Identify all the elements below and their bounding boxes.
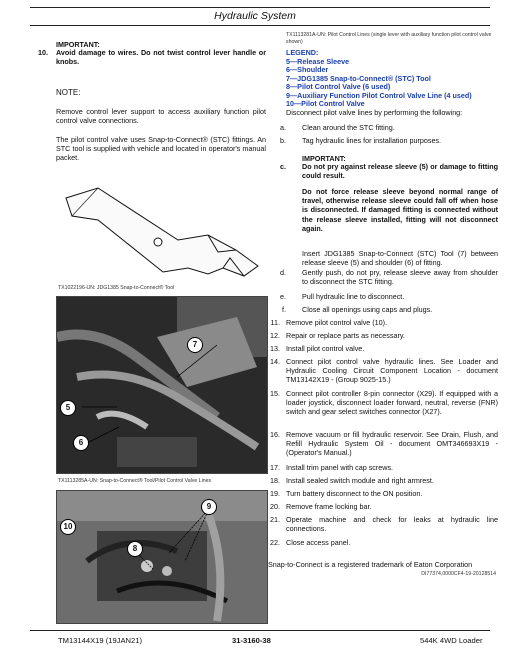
sub-d-key: d. — [280, 268, 286, 277]
step-11-number: 11. — [270, 318, 280, 327]
legend-item: 7—JDG1385 Snap-to-Connect® (STC) Tool — [286, 73, 431, 83]
callout-9: 9 — [201, 499, 217, 515]
note-paragraph-2: The pilot control valve uses Snap-to-Connect® (STC) fittings. An STC tool is supplied with vehicle and located in operator's manual packet. — [56, 135, 266, 163]
step-22-number: 22. — [270, 538, 280, 547]
sub-c-text: Do not pry against release sleeve (5) or damage to fitting could result. — [302, 162, 498, 181]
step-16-text: Remove vacuum or fill hydraulic reservoir. See Drain, Flush, and Refill Hydraulic System Oil - document OMT346693X19 - (Operator's Manual.) — [286, 430, 498, 458]
legend-item: 5—Release Sleeve — [286, 56, 350, 66]
step-10-number: 10. — [38, 48, 48, 57]
trademark-note: Snap-to-Connect is a registered trademark of Eaton Corporation — [268, 560, 473, 569]
step-12-text: Repair or replace parts as necessary. — [286, 331, 405, 340]
callout-5: 5 — [60, 400, 76, 416]
sub-a-key: a. — [280, 123, 286, 132]
sub-e-text: Pull hydraulic line to disconnect. — [302, 292, 405, 301]
footer-manual-id: TM13144X19 (19JAN21) — [58, 636, 142, 645]
stc-tool-illustration — [58, 180, 268, 282]
sub-b-text: Tag hydraulic lines for installation purposes. — [302, 136, 442, 145]
insert-tool-text: Insert JDG1385 Snap-to-Connect (STC) Tool (7) between release sleeve (5) and shoulder (6) of fitting. — [302, 249, 498, 268]
step-17-number: 17. — [270, 463, 280, 472]
step-14-number: 14. — [270, 357, 280, 366]
step-10-text: Avoid damage to wires. Do not twist control lever handle or knobs. — [56, 48, 266, 67]
legend-item: 10—Pilot Control Valve — [286, 99, 365, 108]
right-figure-caption: TX1113281A-UN: Pilot Control Lines (single lever with auxiliary function pilot control valve shown) — [286, 32, 492, 45]
important-label-right: IMPORTANT: — [302, 154, 346, 163]
footer-rule — [30, 630, 490, 631]
step-22-text: Close access panel. — [286, 538, 351, 547]
note-paragraph-1: Remove control lever support to access auxiliary function pilot control valve connections. — [56, 107, 266, 126]
note-label: NOTE: — [56, 88, 81, 97]
step-15-number: 15. — [270, 389, 280, 398]
step-19-number: 19. — [270, 489, 280, 498]
sub-c-key: c. — [280, 162, 286, 171]
legend-item: 8—Pilot Control Valve (6 used) — [286, 82, 391, 91]
callout-10: 10 — [60, 519, 76, 535]
header-bottom-rule — [30, 25, 490, 26]
sub-b-key: b. — [280, 136, 286, 145]
step-16-number: 16. — [270, 430, 280, 439]
step-12-number: 12. — [270, 331, 280, 340]
step-20-text: Remove frame locking bar. — [286, 502, 372, 511]
step-21-number: 21. — [270, 515, 280, 524]
step-18-text: Install sealed switch module and right armrest. — [286, 476, 434, 485]
step-20-number: 20. — [270, 502, 280, 511]
step-13-number: 13. — [270, 344, 280, 353]
step-17-text: Install trim panel with cap screws. — [286, 463, 394, 472]
step-18-number: 18. — [270, 476, 280, 485]
legend-item: 9—Auxiliary Function Pilot Control Valve Line (4 used) — [286, 90, 472, 100]
footer-machine-name: 544K 4WD Loader — [420, 636, 483, 645]
step-21-text: Operate machine and check for leaks at hydraulic line connections. — [286, 515, 498, 534]
page-title: Hydraulic System — [214, 10, 296, 22]
stc-tool-pilot-lines-photo — [56, 296, 268, 474]
step-15-text: Connect pilot controller 8-pin connector (X29). If equipped with a loader joystick, disconnect loader forward, neutral, reverse (FNR) switch and gear select switches connector (X27). — [286, 389, 498, 417]
important-label-left: IMPORTANT: — [56, 40, 100, 49]
callout-6: 6 — [73, 435, 89, 451]
legend-item: 6—Shoulder — [286, 65, 329, 74]
release-sleeve-warning: Do not force release sleeve beyond normal range of travel, otherwise release sleeve could fall off when hose is disconnected. If damaged fitting is connected without the release sleeve installed, fitting will not disconnect again. — [302, 187, 498, 233]
sub-a-text: Clean around the STC fitting. — [302, 123, 395, 132]
legend-title: LEGEND: — [286, 48, 319, 57]
callout-8: 8 — [127, 541, 143, 557]
step-11-text: Remove pilot control valve (10). — [286, 318, 388, 327]
step-13-text: Install pilot control valve. — [286, 344, 365, 353]
document-id: DI77374,0000CF4-19-20128514 — [421, 571, 496, 577]
sub-d-text: Gently push, do not pry, release sleeve away from shoulder to disconnect the STC fitting. — [302, 268, 498, 287]
step-19-text: Turn battery disconnect to the ON position. — [286, 489, 423, 498]
callout-7: 7 — [187, 337, 203, 353]
header-top-rule — [30, 7, 490, 8]
sub-e-key: e. — [280, 292, 286, 301]
step-14-text: Connect pilot control valve hydraulic lines. See Loader and Hydraulic Cooling Circuit Component Location - document TM13142X19 - (Group 9025-15.) — [286, 357, 498, 385]
disconnect-intro: Disconnect pilot valve lines by performing the following: — [286, 108, 463, 117]
footer-page-number: 31-3160-38 — [232, 636, 271, 645]
pilot-control-valve-photo — [56, 490, 268, 624]
sub-f-key: f. — [282, 305, 286, 314]
figure-1-caption: TX1022196-UN: JDG1385 Snap-to-Connect® Tool — [58, 285, 175, 291]
sub-f-text: Close all openings using caps and plugs. — [302, 305, 433, 314]
figure-2-caption: TX1113285A-UN: Snap-to-Connect® Tool/Pilot Control Valve Lines — [58, 478, 212, 484]
